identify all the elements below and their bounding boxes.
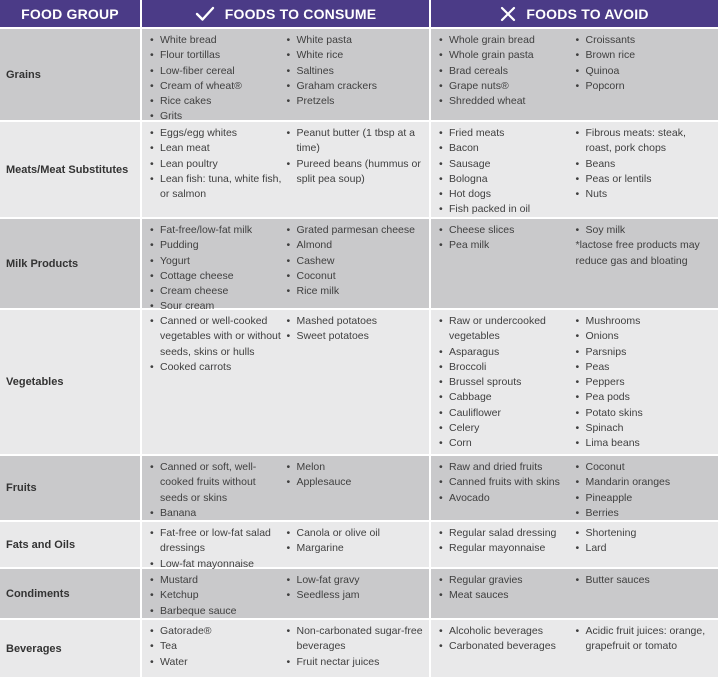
food-list [439, 624, 576, 655]
food-item: • Fibrous meats: steak, roast, pork chops [576, 126, 713, 157]
food-item: • Coconut [576, 460, 713, 475]
food-group-label: Beverages [0, 618, 142, 677]
food-item: • Flour tortillas [150, 48, 287, 63]
food-list [150, 33, 287, 125]
header-avoid-label: FOODS TO AVOID [526, 5, 649, 22]
food-group-label: Meats/Meat Substitutes [0, 120, 142, 217]
food-item: • White pasta [287, 33, 424, 48]
food-item: • Grape nuts® [439, 79, 576, 94]
food-item: • Grated parmesan cheese [287, 223, 424, 238]
consume-cell [142, 520, 431, 570]
food-list-column [150, 624, 287, 677]
food-list [576, 223, 713, 238]
food-item: • Raw and dried fruits [439, 460, 576, 475]
food-item: • Quinoa [576, 64, 713, 79]
lactose-note: *lactose free products may reduce gas and bloating [575, 239, 700, 267]
food-item: • Yogurt [150, 254, 287, 269]
food-list-column [287, 223, 424, 308]
food-item: • Fat-free/low-fat milk [150, 223, 287, 238]
food-item: • Hot dogs [439, 187, 576, 202]
food-item: • Seedless jam [287, 588, 424, 603]
food-list [439, 126, 576, 218]
food-item: • Acidic fruit juices: orange, grapefruit or tomato [576, 624, 713, 655]
food-list-column [150, 526, 287, 570]
food-list [439, 33, 576, 109]
food-item: • Ketchup [150, 588, 287, 603]
food-item: • Tea [150, 639, 287, 654]
food-item: • Parsnips [576, 345, 713, 360]
food-item: • Mushrooms [576, 314, 713, 329]
food-item: • Margarine [287, 541, 424, 556]
food-item: • Applesauce [287, 475, 424, 490]
food-list [287, 33, 424, 109]
food-item: • Cheese slices [439, 223, 576, 238]
food-list-column [150, 573, 287, 618]
food-item: • Nuts [576, 187, 713, 202]
avoid-cell [431, 618, 720, 677]
food-item: • Fruit nectar juices [287, 655, 424, 670]
food-item: • Shortening [576, 526, 713, 541]
food-item: • Saltines [287, 64, 424, 79]
food-item: • Pea pods [576, 390, 713, 405]
food-item: • Cabbage [439, 390, 576, 405]
consume-cell [142, 217, 431, 313]
food-item: • Soy milk [576, 223, 713, 238]
food-item: • Melon [287, 460, 424, 475]
food-item: • Corn [439, 436, 576, 451]
food-item: • Popcorn [576, 79, 713, 94]
food-item: • Brussel sprouts [439, 375, 576, 390]
food-item: • Regular salad dressing [439, 526, 576, 541]
food-list-column [439, 624, 576, 677]
avoid-cell [431, 120, 720, 217]
food-item: • Pea milk [439, 238, 576, 253]
food-list-column [576, 223, 713, 308]
food-list-column [576, 624, 713, 677]
food-item: • Low-fat gravy [287, 573, 424, 588]
food-item: • Pineapple [576, 491, 713, 506]
food-group-label: Vegetables [0, 308, 142, 454]
food-group-label: Grains [0, 27, 142, 120]
food-list [287, 460, 424, 491]
food-item: • Mustard [150, 573, 287, 588]
food-list-column [439, 33, 576, 120]
food-item: • White bread [150, 33, 287, 48]
food-item: • Rice cakes [150, 94, 287, 109]
food-group-label: Fruits [0, 454, 142, 520]
food-item: • Mandarin oranges [576, 475, 713, 490]
food-item: • Lard [576, 541, 713, 556]
food-list [576, 126, 713, 202]
consume-cell [142, 27, 431, 123]
food-item: • Low-fat mayonnaise [150, 557, 287, 572]
food-item: • Cashew [287, 254, 424, 269]
food-item: • Almond [287, 238, 424, 253]
avoid-cell [431, 520, 720, 567]
food-group-label: Milk Products [0, 217, 142, 308]
food-list [576, 573, 713, 588]
food-item: • Brad cereals [439, 64, 576, 79]
food-item: • Pudding [150, 238, 287, 253]
food-item: • Canned or well-cooked vegetables with or without seeds, skins or hulls [150, 314, 287, 360]
checkmark-icon [195, 6, 215, 22]
food-item: • Lean meat [150, 141, 287, 156]
food-list [439, 223, 576, 254]
food-list [150, 624, 287, 670]
food-item: • Eggs/egg whites [150, 126, 287, 141]
food-list [576, 314, 713, 452]
food-list [287, 573, 424, 604]
food-item: • Pretzels [287, 94, 424, 109]
food-item: • Canola or olive oil [287, 526, 424, 541]
food-item: • Spinach [576, 421, 713, 436]
consume-cell [142, 567, 431, 618]
food-list-column [287, 573, 424, 618]
food-item: • Pureed beans (hummus or split pea soup) [287, 157, 424, 188]
food-item: • Onions [576, 329, 713, 344]
food-list [576, 624, 713, 655]
food-item: • Lean poultry [150, 157, 287, 172]
food-item: • Berries [576, 506, 713, 521]
consume-cell [142, 618, 431, 677]
food-item: • Butter sauces [576, 573, 713, 588]
header-consume-label: FOODS TO CONSUME [224, 5, 377, 22]
food-list [150, 223, 287, 315]
food-list [150, 126, 287, 202]
food-list-column [150, 33, 287, 123]
consume-cell [142, 120, 431, 217]
food-item: • Bacon [439, 141, 576, 156]
food-list [150, 314, 287, 375]
food-list [150, 573, 287, 619]
header-foods-to-avoid [431, 0, 720, 27]
food-list [439, 314, 576, 452]
food-list [287, 126, 424, 187]
food-item: • Whole grain bread [439, 33, 576, 48]
food-item: • Graham crackers [287, 79, 424, 94]
food-list-column [439, 573, 576, 618]
x-icon [500, 6, 516, 22]
food-list [150, 526, 287, 572]
food-item: • Carbonated beverages [439, 639, 576, 654]
food-list [439, 526, 576, 557]
food-list-column [150, 223, 287, 313]
food-item: • Non-carbonated sugar-free beverages [287, 624, 424, 655]
food-item: • Peppers [576, 375, 713, 390]
food-list-column [287, 126, 424, 217]
food-list [150, 460, 287, 521]
food-list-column [150, 460, 287, 520]
avoid-cell [431, 454, 720, 520]
food-item: • Cottage cheese [150, 269, 287, 284]
food-list [576, 33, 713, 94]
food-item: • Gatorade® [150, 624, 287, 639]
food-list-column [287, 624, 424, 677]
header-foods-to-consume [142, 0, 431, 27]
food-item: • Sour cream [150, 299, 287, 314]
avoid-cell [431, 27, 720, 120]
food-list-column [150, 126, 287, 217]
food-list [576, 460, 713, 521]
avoid-cell [431, 567, 720, 618]
food-item: • Banana [150, 506, 287, 521]
food-item: • Asparagus [439, 345, 576, 360]
food-list-column [439, 314, 576, 454]
food-item: • Lean fish: tuna, white fish, or salmon [150, 172, 287, 203]
food-list-column [287, 33, 424, 120]
food-item: • Potato skins [576, 406, 713, 421]
food-item: • White rice [287, 48, 424, 63]
food-list [287, 624, 424, 670]
food-list [287, 314, 424, 345]
food-list-column [287, 460, 424, 520]
avoid-cell [431, 308, 720, 454]
header-food-group-label: FOOD GROUP [21, 5, 119, 22]
food-item: • Cream cheese [150, 284, 287, 299]
food-item: • Fried meats [439, 126, 576, 141]
food-item: • Shredded wheat [439, 94, 576, 109]
food-list-column [576, 573, 713, 618]
food-item: • Raw or undercooked vegetables [439, 314, 576, 345]
food-item: • Avocado [439, 491, 576, 506]
food-item: • Coconut [287, 269, 424, 284]
food-item: • Barbeque sauce [150, 604, 287, 619]
food-list-column [576, 33, 713, 120]
food-list-column [576, 126, 713, 217]
food-item: • Regular mayonnaise [439, 541, 576, 556]
header-food-group [0, 0, 142, 27]
food-item: • Celery [439, 421, 576, 436]
food-list-column [576, 314, 713, 454]
food-item: • Croissants [576, 33, 713, 48]
food-list [287, 526, 424, 557]
food-list [439, 460, 576, 506]
food-item: • Whole grain pasta [439, 48, 576, 63]
food-list-column [439, 126, 576, 217]
food-item: • Fat-free or low-fat salad dressings [150, 526, 287, 557]
food-item: • Canned fruits with skins [439, 475, 576, 490]
food-list-column [150, 314, 287, 454]
consume-cell [142, 454, 431, 520]
food-list [287, 223, 424, 299]
food-list-column [439, 223, 576, 308]
food-item: • Peanut butter (1 tbsp at a time) [287, 126, 424, 157]
food-list-column [287, 314, 424, 454]
food-item: • Brown rice [576, 48, 713, 63]
food-item: • Sweet potatoes [287, 329, 424, 344]
food-list-column [576, 460, 713, 520]
food-item: • Lima beans [576, 436, 713, 451]
food-item: • Alcoholic beverages [439, 624, 576, 639]
food-list [576, 526, 713, 557]
food-item: • Regular gravies [439, 573, 576, 588]
food-item: • Mashed potatoes [287, 314, 424, 329]
food-item: • Cream of wheat® [150, 79, 287, 94]
food-list [439, 573, 576, 604]
food-item: • Cauliflower [439, 406, 576, 421]
food-list-column [439, 460, 576, 520]
food-item: • Sausage [439, 157, 576, 172]
food-item: • Grits [150, 109, 287, 124]
food-item: • Rice milk [287, 284, 424, 299]
food-list-column [576, 526, 713, 567]
food-item: • Peas [576, 360, 713, 375]
food-item: • Canned or soft, well-cooked fruits without seeds or skins [150, 460, 287, 506]
consume-cell [142, 308, 431, 454]
food-list-column [439, 526, 576, 567]
food-group-label: Fats and Oils [0, 520, 142, 567]
food-item: • Meat sauces [439, 588, 576, 603]
food-item: • Water [150, 655, 287, 670]
food-item: • Broccoli [439, 360, 576, 375]
food-item: • Bologna [439, 172, 576, 187]
food-item: • Fish packed in oil [439, 202, 576, 217]
food-list-column [287, 526, 424, 567]
avoid-cell [431, 217, 720, 308]
food-item: • Low-fiber cereal [150, 64, 287, 79]
food-item: • Beans [576, 157, 713, 172]
food-item: • Cooked carrots [150, 360, 287, 375]
food-item: • Peas or lentils [576, 172, 713, 187]
food-group-label: Condiments [0, 567, 142, 618]
